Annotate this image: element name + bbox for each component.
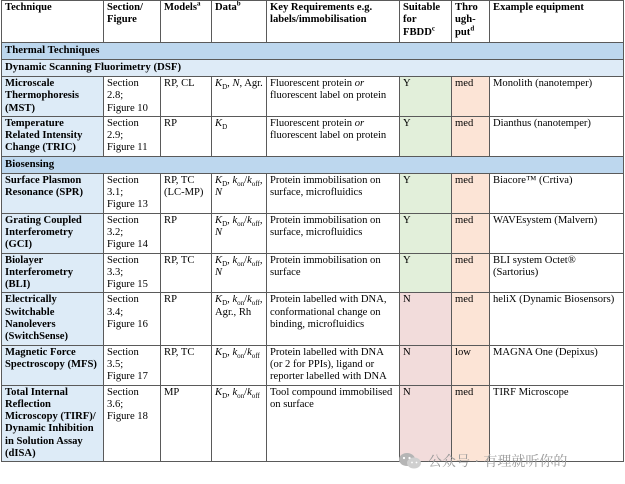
header-footnote-mark: c xyxy=(431,24,435,33)
header-cell xyxy=(2,1,104,43)
section-ref: Section 2.8; xyxy=(107,78,139,102)
fbdd-cell: N xyxy=(400,293,452,345)
technique-cell: Grating Coupled Interferometry (GCI) xyxy=(2,213,104,253)
throughput-cell: low xyxy=(452,345,490,385)
data-cell: $K_D$, $k_{on}/k_{off}$ xyxy=(212,345,267,385)
techniques-table xyxy=(1,0,624,462)
table-row xyxy=(2,77,624,117)
requirements-cell: Protein immobilisation on surface, microfluidics xyxy=(267,213,400,253)
fbdd-cell: Y xyxy=(400,77,452,117)
header-label: Example equipment xyxy=(493,2,584,13)
table-row xyxy=(2,345,624,385)
wechat-icon xyxy=(398,452,422,470)
fbdd-cell: Y xyxy=(400,213,452,253)
section-title: Biosensing xyxy=(2,156,624,173)
technique-cell: Total Internal Reflection Microscopy (TIRF)/ Dynamic Inhibition in Solution Assay (dISA) xyxy=(2,385,104,462)
data-cell: $K_D$, $k_{on}/k_{off}$, Agr., Rh xyxy=(212,293,267,345)
figure-ref: Figure 18 xyxy=(107,411,148,423)
header-cell xyxy=(104,1,161,43)
throughput-cell: med xyxy=(452,173,490,213)
watermark xyxy=(398,446,624,476)
section-title: Thermal Techniques xyxy=(2,43,624,60)
fbdd-cell: Y xyxy=(400,173,452,213)
requirements-cell: Protein immobilisation on surface, microfluidics xyxy=(267,173,400,213)
requirements-cell: Protein labelled with DNA (or 2 for PPIs), ligand or reporter labelled with DNA xyxy=(267,345,400,385)
section-row xyxy=(2,43,624,60)
section-figure-cell xyxy=(104,116,161,156)
data-cell: $K_D$, $k_{on}/k_{off}$, N xyxy=(212,213,267,253)
header-cell xyxy=(267,1,400,43)
data-cell: $K_D$ xyxy=(212,116,267,156)
models-cell: RP, TC xyxy=(161,253,212,293)
requirements-cell: Tool compound immobilised on surface xyxy=(267,385,400,462)
equipment-cell: Dianthus (nanotemper) xyxy=(490,116,624,156)
header-footnote-mark: d xyxy=(470,24,475,33)
throughput-cell: med xyxy=(452,253,490,293)
equipment-cell: heliX (Dynamic Biosensors) xyxy=(490,293,624,345)
header-label: Technique xyxy=(5,2,52,13)
header-footnote-mark: a xyxy=(196,0,201,8)
header-row xyxy=(2,1,624,43)
technique-cell: Biolayer Interferometry (BLI) xyxy=(2,253,104,293)
data-cell: $K_D$, N, Agr. xyxy=(212,77,267,117)
header-label: Data xyxy=(215,2,237,13)
fbdd-cell: Y xyxy=(400,253,452,293)
section-ref: Section 3.6; xyxy=(107,386,139,410)
models-cell: RP xyxy=(161,293,212,345)
header-cell xyxy=(452,1,490,43)
section-figure-cell xyxy=(104,213,161,253)
requirements-cell: Protein immobilisation on surface xyxy=(267,253,400,293)
figure-ref: Figure 15 xyxy=(107,279,148,291)
technique-cell: Magnetic Force Spectroscopy (MFS) xyxy=(2,345,104,385)
requirements-cell: Fluorescent protein or fluorescent label on protein xyxy=(267,77,400,117)
models-cell: RP xyxy=(161,213,212,253)
header-cell xyxy=(400,1,452,43)
models-cell: RP, TC (LC-MP) xyxy=(161,173,212,213)
fbdd-cell: N xyxy=(400,385,452,462)
data-cell: $K_D$, $k_{on}/k_{off}$ xyxy=(212,385,267,462)
subsection-row xyxy=(2,60,624,77)
fbdd-cell: Y xyxy=(400,116,452,156)
technique-cell: Surface Plasmon Resonance (SPR) xyxy=(2,173,104,213)
technique-cell: Microscale Thermophoresis (MST) xyxy=(2,77,104,117)
data-cell: $K_D$, $k_{on}/k_{off}$, N xyxy=(212,253,267,293)
section-ref: Section 3.5; xyxy=(107,346,139,370)
fbdd-cell: N xyxy=(400,345,452,385)
technique-cell: Electrically Switchable Nanolevers (SwitchSense) xyxy=(2,293,104,345)
section-figure-cell xyxy=(104,293,161,345)
throughput-cell: med xyxy=(452,385,490,462)
table-row xyxy=(2,293,624,345)
header-cell xyxy=(490,1,624,43)
models-cell: RP, TC xyxy=(161,345,212,385)
figure-ref: Figure 11 xyxy=(107,142,148,154)
data-cell: $K_D$, $k_{on}/k_{off}$, N xyxy=(212,173,267,213)
requirements-cell: Protein labelled with DNA, conformational change on binding, microfluidics xyxy=(267,293,400,345)
watermark-text: 公众号 · 有理就听你的 xyxy=(428,454,568,470)
header-label: Key Requirements e.g. labels/immobilisation xyxy=(270,2,373,26)
section-ref: Section 3.4; xyxy=(107,294,139,318)
header-cell xyxy=(212,1,267,43)
throughput-cell: med xyxy=(452,213,490,253)
table-row xyxy=(2,173,624,213)
section-figure-cell xyxy=(104,173,161,213)
technique-cell: Temperature Related Intensity Change (TRIC) xyxy=(2,116,104,156)
header-label: Models xyxy=(164,2,197,13)
requirements-cell: Fluorescent protein or fluorescent label on protein xyxy=(267,116,400,156)
header-label: Thro ugh-put xyxy=(455,2,478,38)
header-cell xyxy=(161,1,212,43)
section-ref: Section 3.2; xyxy=(107,214,139,238)
models-cell: RP, CL xyxy=(161,77,212,117)
table-row xyxy=(2,116,624,156)
equipment-cell: BLI system Octet® (Sartorius) xyxy=(490,253,624,293)
equipment-cell: TIRF Microscope xyxy=(490,385,624,462)
section-figure-cell xyxy=(104,385,161,462)
table-row xyxy=(2,213,624,253)
equipment-cell: MAGNA One (Depixus) xyxy=(490,345,624,385)
figure-ref: Figure 14 xyxy=(107,239,148,251)
equipment-cell: Biacore™ (Crtiva) xyxy=(490,173,624,213)
header-label: Section/ Figure xyxy=(107,2,143,26)
figure-ref: Figure 16 xyxy=(107,319,148,331)
figure-ref: Figure 13 xyxy=(107,199,148,211)
section-ref: Section 2.9; xyxy=(107,117,139,142)
figure-ref: Figure 10 xyxy=(107,102,148,114)
section-row xyxy=(2,156,624,173)
subsection-title: Dynamic Scanning Fluorimetry (DSF) xyxy=(2,60,624,77)
throughput-cell: med xyxy=(452,293,490,345)
equipment-cell: Monolith (nanotemper) xyxy=(490,77,624,117)
section-ref: Section 3.3; xyxy=(107,254,139,278)
section-figure-cell xyxy=(104,77,161,117)
throughput-cell: med xyxy=(452,77,490,117)
models-cell: MP xyxy=(161,385,212,462)
section-figure-cell xyxy=(104,345,161,385)
table-row xyxy=(2,253,624,293)
figure-ref: Figure 17 xyxy=(107,371,148,383)
equipment-cell: WAVEsystem (Malvern) xyxy=(490,213,624,253)
throughput-cell: med xyxy=(452,116,490,156)
models-cell: RP xyxy=(161,116,212,156)
section-figure-cell xyxy=(104,253,161,293)
header-label: Suitable for FBDD xyxy=(403,2,441,38)
section-ref: Section 3.1; xyxy=(107,174,139,199)
header-footnote-mark: b xyxy=(236,0,241,8)
